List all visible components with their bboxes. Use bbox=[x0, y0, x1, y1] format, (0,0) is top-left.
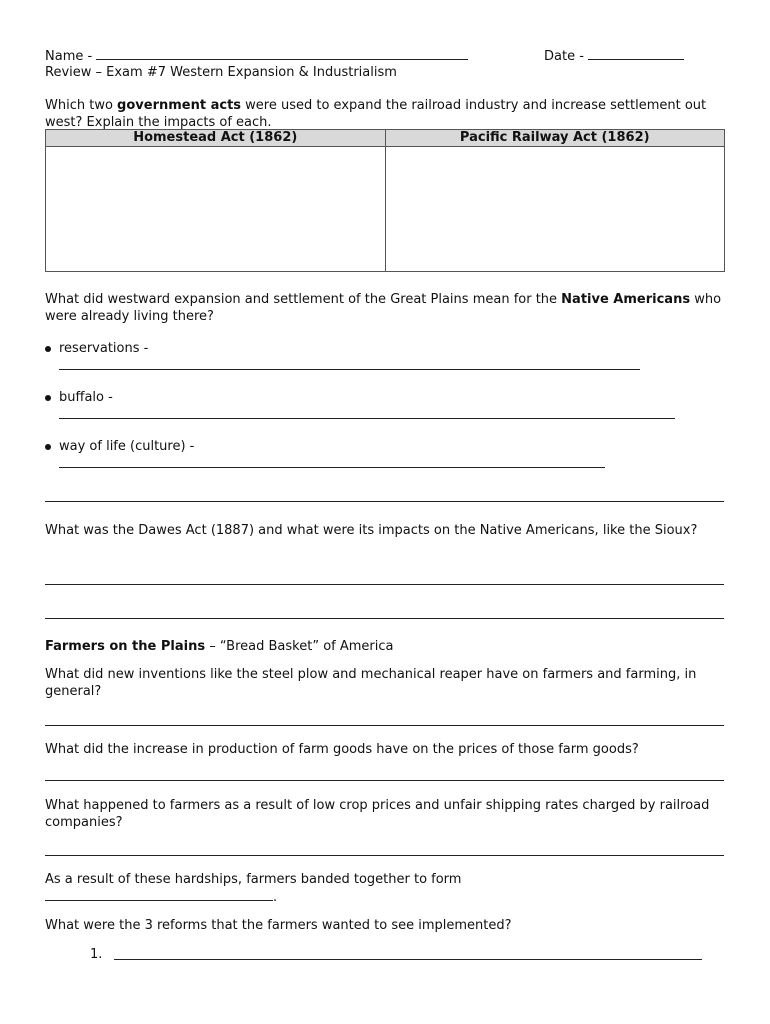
banded-answer-line: . bbox=[45, 888, 724, 906]
question-reforms: What were the 3 reforms that the farmers wanted to see implemented? bbox=[45, 918, 512, 933]
date-line bbox=[544, 47, 684, 65]
reform-1-answer-line[interactable] bbox=[114, 959, 702, 960]
homestead-act-header: Homestead Act (1862) bbox=[46, 130, 386, 147]
question-prices: What did the increase in production of farm goods have on the prices of those farm goods? bbox=[45, 742, 639, 757]
buffalo-answer-line[interactable] bbox=[59, 418, 675, 419]
reform-number: 1. bbox=[90, 947, 103, 962]
section-heading-farmers: Farmers on the Plains – “Bread Basket” of America bbox=[45, 639, 394, 654]
pacific-railway-act-header: Pacific Railway Act (1862) bbox=[385, 130, 725, 147]
bullet-buffalo: buffalo - bbox=[59, 390, 113, 405]
answer-line[interactable] bbox=[45, 501, 724, 502]
answer-line[interactable] bbox=[45, 584, 724, 585]
question-government-acts: Which two government acts were used to expand the railroad industry and increase settlement out west? Explain the impacts of each. bbox=[45, 98, 707, 130]
banded-answer-blank[interactable] bbox=[45, 888, 273, 901]
answer-line[interactable] bbox=[45, 855, 724, 856]
bullet-icon bbox=[45, 444, 51, 450]
bullet-reservations: reservations - bbox=[59, 341, 149, 356]
reform-item-1 bbox=[90, 946, 724, 963]
date-blank[interactable] bbox=[588, 47, 684, 60]
answer-line[interactable] bbox=[45, 725, 724, 726]
question-low-prices: What happened to farmers as a result of low crop prices and unfair shipping rates charged by railroad companies? bbox=[45, 798, 710, 830]
name-blank[interactable] bbox=[96, 47, 468, 60]
homestead-act-answer-cell[interactable] bbox=[46, 147, 386, 272]
question-banded-together: As a result of these hardships, farmers banded together to form bbox=[45, 872, 462, 887]
bullet-icon bbox=[45, 346, 51, 352]
question-native-americans: What did westward expansion and settlement of the Great Plains mean for the Native Americans who were already living there? bbox=[45, 292, 722, 324]
way-of-life-answer-line[interactable] bbox=[59, 467, 605, 468]
pacific-railway-act-answer-cell[interactable] bbox=[385, 147, 725, 272]
name-label: Name - bbox=[45, 49, 93, 64]
question-dawes-act: What was the Dawes Act (1887) and what were its impacts on the Native Americans, like the Sioux? bbox=[45, 523, 698, 538]
bullet-way-of-life: way of life (culture) - bbox=[59, 439, 195, 454]
bullet-icon bbox=[45, 395, 51, 401]
page-title: Review – Exam #7 Western Expansion & Industrialism bbox=[45, 65, 397, 80]
reservations-answer-line[interactable] bbox=[59, 369, 640, 370]
date-label: Date - bbox=[544, 49, 584, 64]
question-inventions: What did new inventions like the steel plow and mechanical reaper have on farmers and farming, in general? bbox=[45, 667, 697, 699]
answer-line[interactable] bbox=[45, 618, 724, 619]
answer-line[interactable] bbox=[45, 780, 724, 781]
acts-table bbox=[45, 129, 725, 272]
